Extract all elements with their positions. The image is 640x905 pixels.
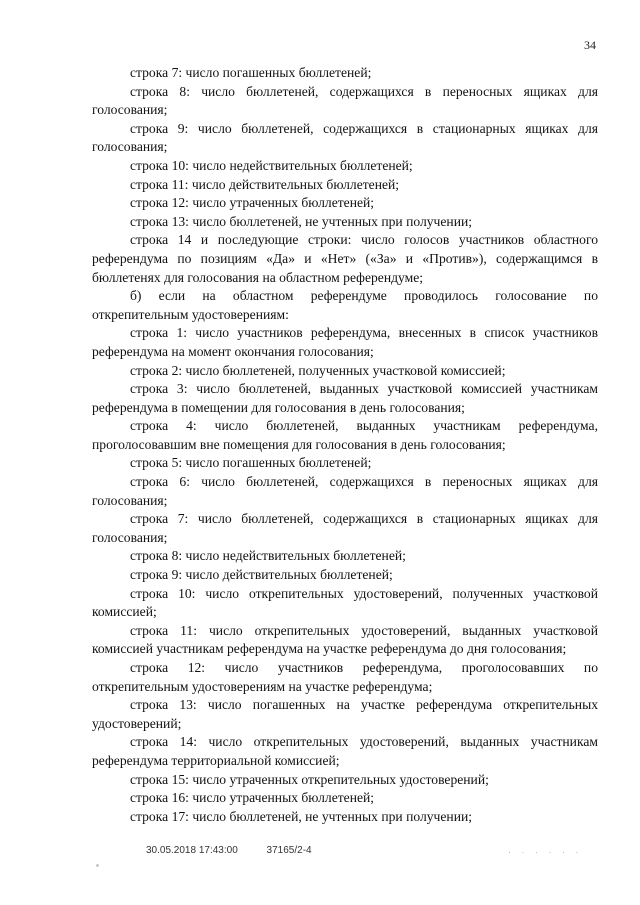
paragraph: строка 10: число открепительных удостоверений, полученных участковой комиссией; (92, 585, 598, 620)
paragraph: строка 17: число бюллетеней, не учтенных при получении; (130, 808, 473, 824)
paragraph: строка 8: число недействительных бюллетеней; (130, 548, 406, 564)
paragraph: строка 1: число участников референдума, внесенных в список участников референдума на момент окончания голосования; (92, 325, 598, 359)
paragraph: строка 14: число открепительных удостоверений, выданных участникам референдума территориальной комиссией; (92, 734, 598, 768)
paragraph: б) если на областном референдуме проводилось голосование по открепительным удостоверениям: (92, 288, 598, 322)
paragraph: строка 15: число утраченных открепительных удостоверений; (130, 771, 489, 787)
document-body (92, 64, 598, 826)
paragraph: строка 14 и последующие строки: число голосов участников областного референдума по позициям «Да» и «Нет» («За» и «Против»), содержащимся в бюллетенях для голосования на областном референдуме; (92, 232, 598, 285)
paragraph: строка 8: число бюллетеней, содержащихся в переносных ящиках для голосования; (92, 83, 598, 118)
paragraph: строка 11: число открепительных удостоверений, выданных участковой комиссией участникам референдума на участке референдума до дня голосования; (92, 622, 598, 657)
paragraph: строка 5: число погашенных бюллетеней; (130, 455, 372, 471)
paragraph: строка 2: число бюллетеней, полученных участковой комиссией; (130, 362, 506, 378)
page-number: 34 (584, 38, 596, 52)
footer-stamp (146, 845, 312, 856)
paragraph: строка 12: число утраченных бюллетеней; (130, 195, 375, 211)
paragraph: строка 11: число действительных бюллетеней; (130, 176, 400, 192)
paragraph: строка 6: число бюллетеней, содержащихся в переносных ящиках для голосования; (92, 474, 598, 508)
footer-timestamp: 30.05.2018 17:43:00 (146, 845, 238, 856)
paragraph: строка 10: число недействительных бюллетеней; (130, 157, 413, 173)
footer-document-code: 37165/2-4 (266, 845, 312, 856)
paragraph: строка 13: число погашенных на участке референдума открепительных удостоверений; (92, 697, 598, 731)
paragraph: строка 9: число действительных бюллетеней; (130, 567, 393, 583)
paragraph: строка 7: число погашенных бюллетеней; (130, 65, 372, 80)
paragraph: строка 16: число утраченных бюллетеней; (130, 790, 375, 806)
paragraph: строка 13: число бюллетеней, не учтенных при получении; (130, 213, 473, 229)
paragraph: строка 12: число участников референдума, проголосовавших по открепительным удостоверениям на участке референдума; (92, 660, 598, 694)
paragraph: строка 4: число бюллетеней, выданных участникам референдума, проголосовавшим вне помещения для голосования в день голосования; (92, 418, 598, 452)
paragraph: строка 7: число бюллетеней, содержащихся в стационарных ящиках для голосования; (92, 511, 598, 545)
scan-artifact (96, 864, 99, 867)
paragraph: строка 9: число бюллетеней, содержащихся в стационарных ящиках для голосования; (92, 120, 598, 155)
paragraph: строка 3: число бюллетеней, выданных участковой комиссией участникам референдума в помещении для голосования в день голосования; (92, 381, 598, 415)
scan-artifact: · · · · · · (508, 847, 583, 857)
